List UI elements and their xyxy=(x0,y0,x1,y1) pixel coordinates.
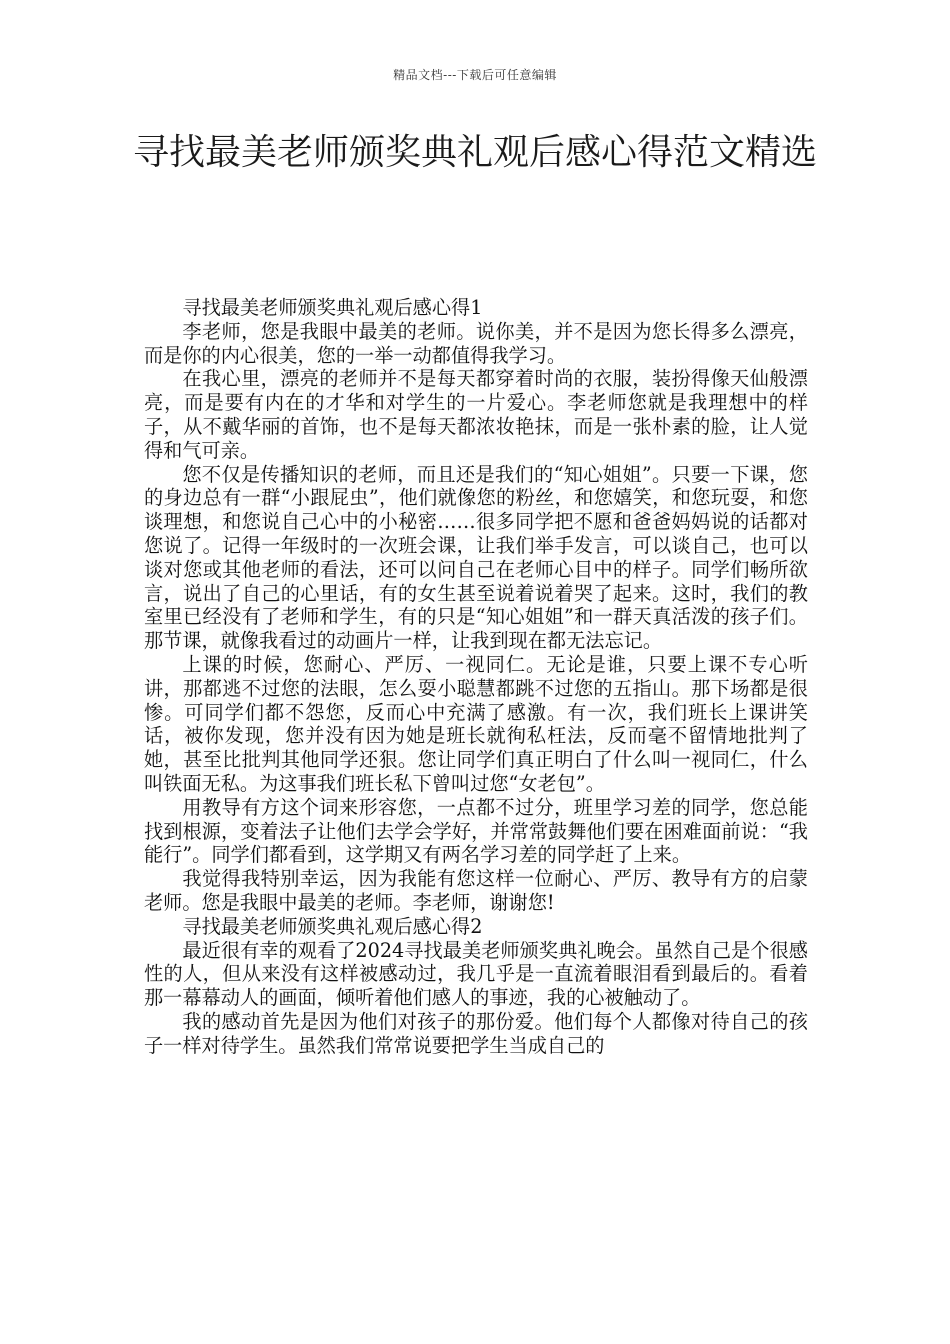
section-heading-2: 寻找最美老师颁奖典礼观后感心得2 xyxy=(182,914,483,938)
document-title: 寻找最美老师颁奖典礼观后感心得范文精选 xyxy=(132,132,817,173)
paragraph: 您不仅是传播知识的老师，而且还是我们的“知心姐姐”。只要一下课，您的身边总有一群“小跟屁虫”，他们就像您的粉丝，和您嬉笑，和您玩耍，和您谈理想，和您说自己心中的小秘密……很多同学把不愿和爸爸妈妈说的话都对您说了。记得一年级时的一次班会课，让我们举手发言，可以谈自己，也可以谈对您或其他老师的看法，还可以问自己在老师心目中的样子。同学们畅所欲言，说出了自己的心里话，有的女生甚至说着说着哭了起来。这时，我们的教室里已经没有了老师和学生，有的只是“知心姐姐”和一群天真活泼的孩子们。那节课，就像我看过的动画片一样，让我到现在都无法忘记。 xyxy=(144,462,808,653)
page-header-note: 精品文档---下载后可任意编辑 xyxy=(393,68,557,82)
document-body xyxy=(144,296,808,1058)
paragraph: 李老师，您是我眼中最美的老师。说你美，并不是因为您长得多么漂亮，而是你的内心很美，您的一举一动都值得我学习。 xyxy=(144,319,808,367)
paragraph: 我觉得我特别幸运，因为我能有您这样一位耐心、严厉、教导有方的启蒙老师。您是我眼中最美的老师。李老师，谢谢您! xyxy=(144,867,808,914)
paragraph: 最近很有幸的观看了2024寻找最美老师颁奖典礼晚会。虽然自己是个很感性的人，但从来没有这样被感动过，我几乎是一直流着眼泪看到最后的。看着那一幕幕动人的画面，倾听着他们感人的事迹，我的心被触动了。 xyxy=(144,938,808,1010)
paragraph: 我的感动首先是因为他们对孩子的那份爱。他们每个人都像对待自己的孩子一样对待学生。虽然我们常常说要把学生当成自己的 xyxy=(144,1009,808,1057)
section-heading-1: 寻找最美老师颁奖典礼观后感心得1 xyxy=(182,296,483,319)
paragraph: 用教导有方这个词来形容您，一点都不过分，班里学习差的同学，您总能找到根源，变着法子让他们去学会学好，并常常鼓舞他们要在困难面前说：“我能行”。同学们都看到，这学期又有两名学习差的同学赶了上来。 xyxy=(144,795,808,867)
paragraph: 在我心里，漂亮的老师并不是每天都穿着时尚的衣服，装扮得像天仙般漂亮，而是要有内在的才华和对学生的一片爱心。李老师您就是我理想中的样子，从不戴华丽的首饰，也不是每天都浓妆艳抹，而是一张朴素的脸，让人觉得和气可亲。 xyxy=(144,367,808,462)
paragraph: 上课的时候，您耐心、严厉、一视同仁。无论是谁，只要上课不专心听讲，那都逃不过您的法眼，怎么耍小聪慧都跳不过您的五指山。那下场都是很惨。可同学们都不怨您，反而心中充满了感激。有一次，我们班长上课讲笑话，被你发现，您并没有因为她是班长就徇私枉法，反而毫不留情地批判了她，甚至比批判其他同学还狠。您让同学们真正明白了什么叫一视同仁，什么叫铁面无私。为这事我们班长私下曾叫过您“女老包”。 xyxy=(144,652,808,795)
